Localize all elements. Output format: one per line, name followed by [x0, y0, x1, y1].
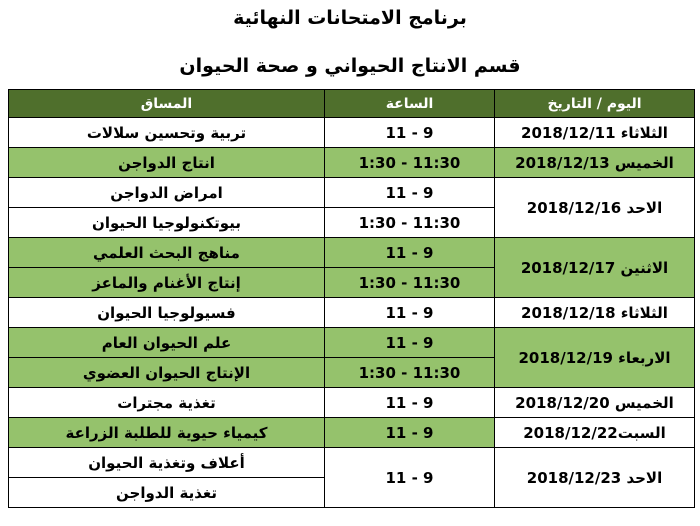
table-row [9, 238, 695, 268]
course-cell: تغذية مجترات [9, 388, 325, 418]
time-cell: 9 - 11 [325, 448, 495, 508]
table-row [9, 118, 695, 148]
day-cell: الاحد 2018/12/16 [495, 178, 695, 238]
day-cell: الاثنين 2018/12/17 [495, 238, 695, 298]
day-cell: الخميس 2018/12/13 [495, 148, 695, 178]
table-row [9, 388, 695, 418]
course-cell: علم الحيوان العام [9, 328, 325, 358]
course-cell: أعلاف وتغذية الحيوان [9, 448, 325, 478]
day-cell: الاحد 2018/12/23 [495, 448, 695, 508]
table-row [9, 178, 695, 208]
time-cell: 11:30 - 1:30 [325, 358, 495, 388]
course-cell: بيوتكنولوجيا الحيوان [9, 208, 325, 238]
course-cell: تغذية الدواجن [9, 478, 325, 508]
course-cell: مناهج البحث العلمي [9, 238, 325, 268]
time-cell: 11:30 - 1:30 [325, 148, 495, 178]
header-course: المساق [9, 90, 325, 118]
time-cell: 9 - 11 [325, 118, 495, 148]
time-cell: 9 - 11 [325, 178, 495, 208]
exam-schedule-table [8, 89, 695, 508]
course-cell: كيمياء حيوية للطلبة الزراعة [9, 418, 325, 448]
course-cell: إنتاج الأغنام والماعز [9, 268, 325, 298]
day-cell: الخميس 2018/12/20 [495, 388, 695, 418]
department-title: قسم الانتاج الحيواني و صحة الحيوان [179, 55, 521, 77]
day-cell: الثلاثاء 2018/12/11 [495, 118, 695, 148]
time-cell: 9 - 11 [325, 328, 495, 358]
time-cell: 9 - 11 [325, 418, 495, 448]
page-title: برنامج الامتحانات النهائية [233, 7, 467, 29]
course-cell: انتاج الدواجن [9, 148, 325, 178]
time-cell: 9 - 11 [325, 388, 495, 418]
course-cell: امراض الدواجن [9, 178, 325, 208]
table-row [9, 448, 695, 478]
course-cell: تربية وتحسين سلالات [9, 118, 325, 148]
day-cell: الاربعاء 2018/12/19 [495, 328, 695, 388]
course-cell: فسيولوجيا الحيوان [9, 298, 325, 328]
day-cell: الثلاثاء 2018/12/18 [495, 298, 695, 328]
time-cell: 11:30 - 1:30 [325, 268, 495, 298]
course-cell: الإنتاج الحيوان العضوي [9, 358, 325, 388]
time-cell: 9 - 11 [325, 238, 495, 268]
day-cell: السبت2018/12/22 [495, 418, 695, 448]
table-row [9, 298, 695, 328]
table-row [9, 148, 695, 178]
table-header-row [9, 90, 695, 118]
table-row [9, 418, 695, 448]
time-cell: 9 - 11 [325, 298, 495, 328]
header-day: اليوم / التاريخ [495, 90, 695, 118]
table-row [9, 328, 695, 358]
header-time: الساعة [325, 90, 495, 118]
time-cell: 11:30 - 1:30 [325, 208, 495, 238]
